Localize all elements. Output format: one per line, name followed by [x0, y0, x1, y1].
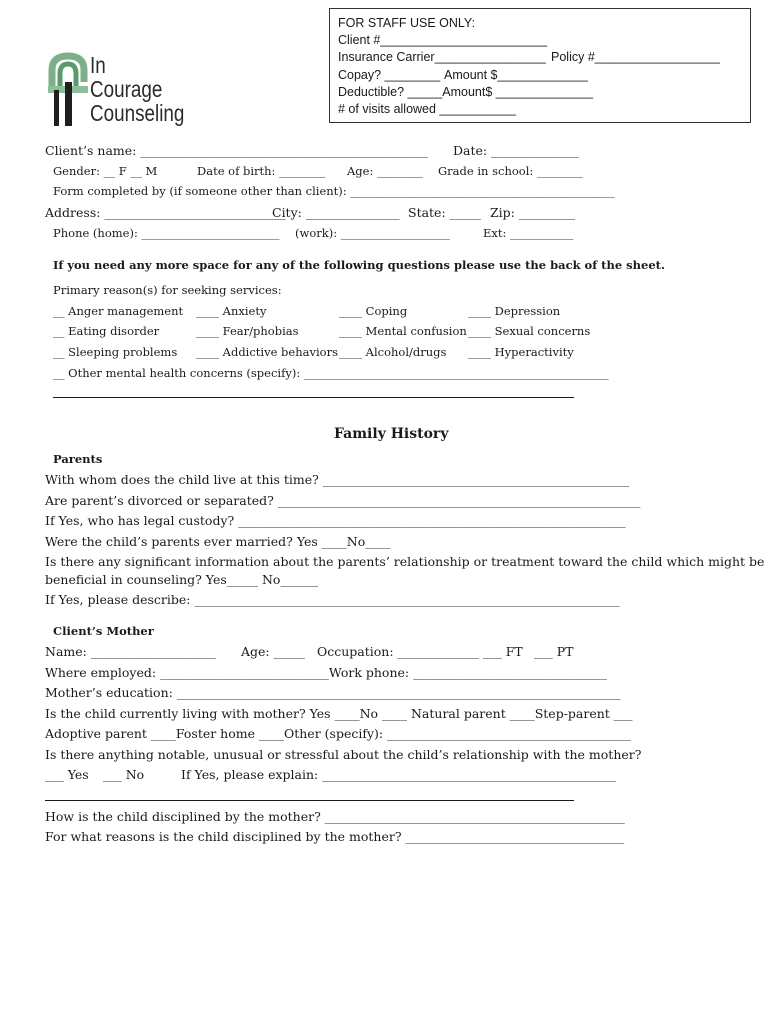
- reason-item[interactable]: __ Eating disorder: [53, 324, 160, 338]
- discipline-why-field[interactable]: For what reasons is the child disciplined by the mother? ___________________________________: [45, 829, 625, 844]
- reason-item[interactable]: ____ Mental confusion: [339, 324, 467, 338]
- visits-allowed-field[interactable]: # of visits allowed ___________: [338, 102, 516, 116]
- significant-info-question: Is there any significant information about the parents’ relationship or treatment toward the child which might be: [45, 554, 765, 569]
- logo: [48, 50, 198, 132]
- beneficial-field[interactable]: beneficial in counseling? Yes_____ No______: [45, 572, 318, 587]
- reason-item[interactable]: ____ Coping: [339, 304, 408, 318]
- city-field[interactable]: City: _______________: [272, 205, 400, 220]
- phone-work-field[interactable]: (work): ___________________: [295, 226, 450, 240]
- mother-notable-question: Is there anything notable, unusual or stressful about the child’s relationship with the mother?: [45, 747, 642, 762]
- client-number-field[interactable]: Client #________________________: [338, 33, 548, 47]
- mother-living-field[interactable]: Is the child currently living with mother? Yes ____No ____ Natural parent ____Step-parent ___: [45, 706, 633, 721]
- custody-field[interactable]: If Yes, who has legal custody? ______________________________________________________________: [45, 513, 626, 528]
- gender-field[interactable]: Gender: __ F __ M: [53, 164, 158, 178]
- mother-explain-field[interactable]: If Yes, please explain: _______________________________________________: [181, 767, 616, 782]
- reason-item[interactable]: ____ Alcohol/drugs: [339, 345, 447, 359]
- grade-field[interactable]: Grade in school: ________: [438, 164, 583, 178]
- reason-item[interactable]: ____ Anxiety: [196, 304, 267, 318]
- amount-field[interactable]: Amount $_____________: [444, 68, 588, 82]
- divorced-field[interactable]: Are parent’s divorced or separated? __________________________________________________________: [45, 493, 641, 508]
- married-field[interactable]: Were the child’s parents ever married? Yes ____No____: [45, 534, 391, 549]
- age-field[interactable]: Age: ________: [347, 164, 424, 178]
- reason-item[interactable]: ____ Sexual concerns: [468, 324, 591, 338]
- reason-item[interactable]: ____ Addictive behaviors: [196, 345, 338, 359]
- mother-age-field[interactable]: Age: _____: [241, 644, 305, 659]
- reason-item[interactable]: __ Anger management: [53, 304, 184, 318]
- mother-occupation-field[interactable]: Occupation: _____________: [317, 644, 479, 659]
- copay-field[interactable]: Copay? ________: [338, 68, 441, 82]
- logo-word-courage: Courage: [90, 76, 163, 102]
- logo-word-counseling: Counseling: [90, 100, 185, 126]
- phone-ext-field[interactable]: Ext: ___________: [483, 226, 574, 240]
- logo-mark-icon: [48, 52, 92, 128]
- reason-item[interactable]: ____ Depression: [468, 304, 561, 318]
- discipline-how-field[interactable]: How is the child disciplined by the mother? ________________________________________________: [45, 809, 625, 824]
- mother-explain-line[interactable]: [45, 800, 574, 801]
- parents-heading: Parents: [53, 452, 103, 466]
- mother-heading: Client’s Mother: [53, 624, 154, 638]
- space-notice: If you need any more space for any of the following questions please use the back of the sheet.: [53, 258, 665, 272]
- lives-with-field[interactable]: With whom does the child live at this time? _________________________________________________: [45, 472, 630, 487]
- mother-notable-no[interactable]: ___ No: [103, 767, 145, 782]
- insurance-carrier-field[interactable]: Insurance Carrier________________: [338, 50, 546, 64]
- describe-field[interactable]: If Yes, please describe: ____________________________________________________________________: [45, 592, 620, 607]
- reason-item[interactable]: ____ Hyperactivity: [468, 345, 574, 359]
- client-name-field[interactable]: Client’s name: ______________________________________________: [45, 143, 428, 158]
- mother-employed-field[interactable]: Where employed: ___________________________Work phone: _______________________________: [45, 665, 607, 680]
- staff-heading: FOR STAFF USE ONLY:: [338, 16, 476, 30]
- state-field[interactable]: State: _____: [408, 205, 481, 220]
- policy-number-field[interactable]: Policy #__________________: [551, 50, 720, 64]
- mother-adoptive-field[interactable]: Adoptive parent ____Foster home ____Other (specify): _______________________________________: [45, 726, 631, 741]
- date-field[interactable]: Date: ______________: [453, 143, 579, 158]
- phone-home-field[interactable]: Phone (home): ________________________: [53, 226, 280, 240]
- dob-field[interactable]: Date of birth: ________: [197, 164, 326, 178]
- mother-name-field[interactable]: Name: ____________________: [45, 644, 216, 659]
- other-concerns-field[interactable]: __ Other mental health concerns (specify): _____________________________________________________: [53, 366, 609, 380]
- mother-education-field[interactable]: Mother’s education: _______________________________________________________________________: [45, 685, 621, 700]
- mother-pt-field[interactable]: ___ PT: [534, 644, 574, 659]
- mother-notable-yes[interactable]: ___ Yes: [45, 767, 89, 782]
- reason-item[interactable]: __ Sleeping problems: [53, 345, 178, 359]
- zip-field[interactable]: Zip: _________: [490, 205, 576, 220]
- form-completed-by-field[interactable]: Form completed by (if someone other than client): ______________________________________________: [53, 184, 615, 198]
- reasons-label: Primary reason(s) for seeking services:: [53, 283, 282, 297]
- deductible-field[interactable]: Deductible? _____Amount$ ______________: [338, 85, 594, 99]
- logo-word-in: In: [90, 52, 106, 78]
- other-concerns-line[interactable]: [53, 397, 574, 398]
- address-field[interactable]: Address: _____________________________: [45, 205, 286, 220]
- mother-ft-field[interactable]: ___ FT: [483, 644, 523, 659]
- staff-use-box: [329, 8, 751, 123]
- reason-item[interactable]: ____ Fear/phobias: [196, 324, 299, 338]
- family-history-title: Family History: [334, 426, 449, 442]
